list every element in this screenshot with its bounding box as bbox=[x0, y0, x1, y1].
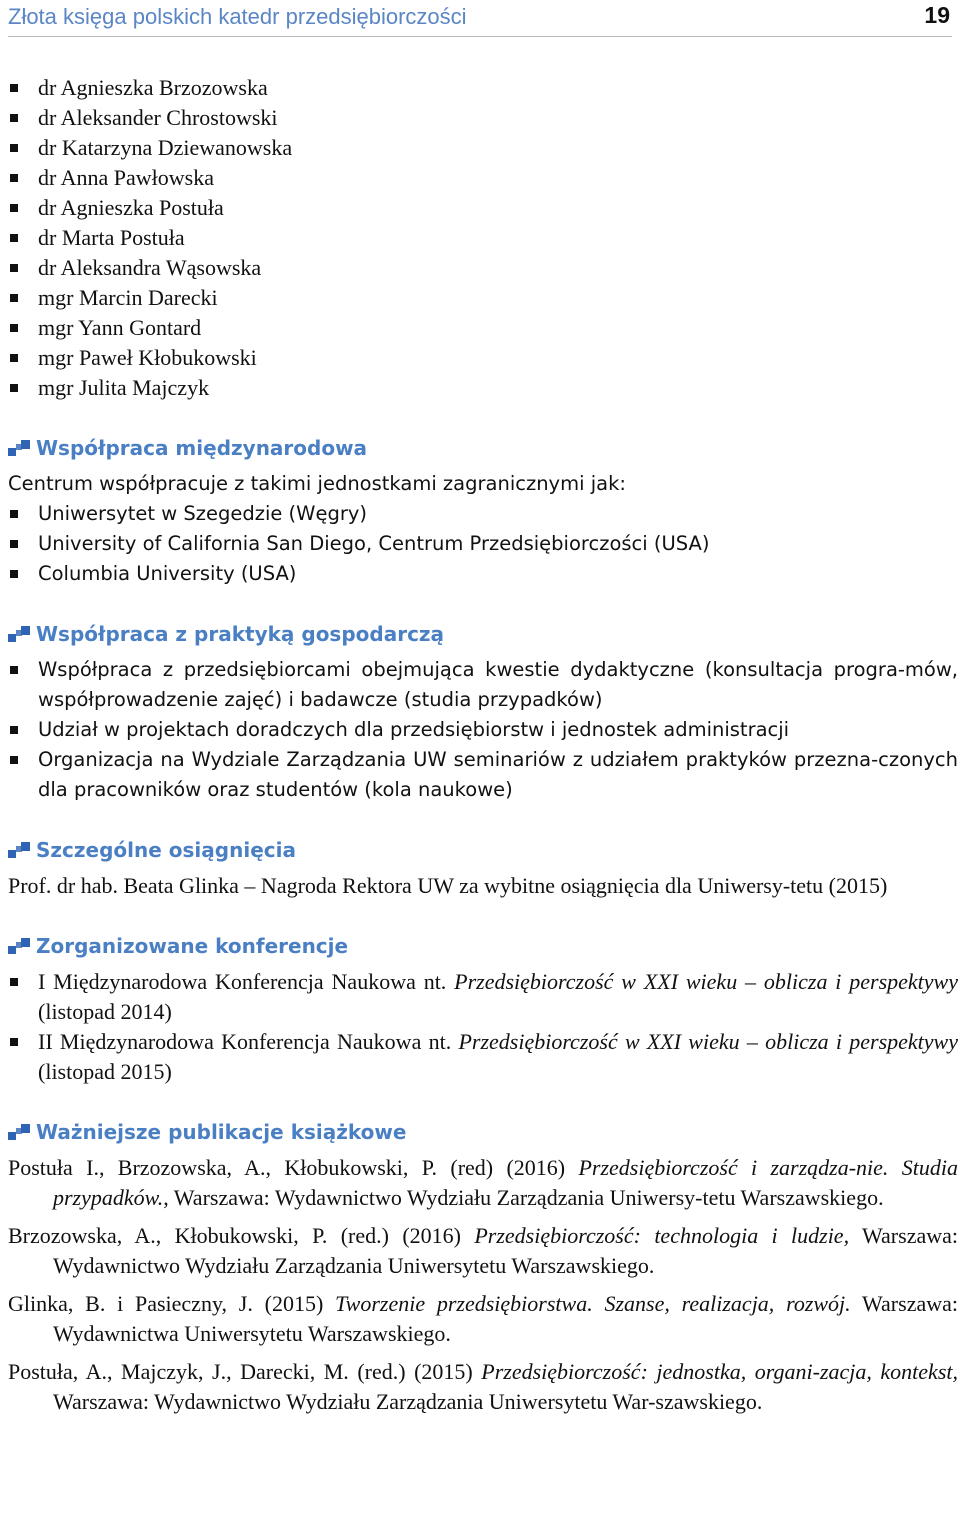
square-bullet-icon bbox=[10, 234, 18, 242]
list-item: dr Anna Pawłowska bbox=[8, 163, 958, 193]
square-bullet-icon bbox=[10, 540, 18, 548]
square-bullet-icon bbox=[10, 174, 18, 182]
publication-title: Przedsiębiorczość: technologia i ludzie, bbox=[474, 1223, 850, 1248]
publication-entry: Glinka, B. i Pasieczny, J. (2015) Tworzenie przedsiębiorstwa. Szanse, realizacja, rozwój. Warszawa: Wydawnictwa Uniwersytetu Warszawskiego. bbox=[8, 1291, 958, 1346]
list-item: mgr Marcin Darecki bbox=[8, 283, 958, 313]
section-heading-achievements: Szczególne osiągnięcia bbox=[8, 835, 958, 865]
publication-title: Tworzenie przedsiębiorstwa. Szanse, realizacja, rozwój. bbox=[335, 1291, 851, 1316]
list-item: dr Aleksandra Wąsowska bbox=[8, 253, 958, 283]
square-bullet-icon bbox=[10, 1038, 18, 1046]
publication-entry: Brzozowska, A., Kłobukowski, P. (red.) (2016) Przedsiębiorczość: technologia i ludzie, Warszawa: Wydawnictwo Wydziału Zarządzania Uniwersytetu Warszawskiego. bbox=[8, 1223, 958, 1278]
conference-title: Przedsiębiorczość w XXI wieku – oblicza i perspektywy bbox=[454, 969, 958, 994]
conference-list bbox=[8, 967, 958, 1087]
achievements-text: Prof. dr hab. Beata Glinka – Nagroda Rektora UW za wybitne osiągnięcia dla Uniwersy-tetu (2015) bbox=[8, 873, 888, 898]
square-bullet-icon bbox=[10, 84, 18, 92]
square-bullet-icon bbox=[10, 204, 18, 212]
section-blocks-icon bbox=[8, 626, 30, 642]
section-heading-conferences: Zorganizowane konferencje bbox=[8, 931, 958, 961]
section-heading-practice: Współpraca z praktyką gospodarczą bbox=[8, 619, 958, 649]
running-title: Złota księga polskich katedr przedsiębiorczości bbox=[8, 4, 467, 29]
section-heading-international: Współpraca międzynarodowa bbox=[8, 433, 958, 463]
square-bullet-icon bbox=[10, 114, 18, 122]
page-content bbox=[8, 73, 958, 1425]
list-item: Organizacja na Wydziale Zarządzania UW seminariów z udziałem praktyków przezna-czonych dla pracowników oraz studentów (kola naukowe) bbox=[8, 745, 958, 805]
practice-list bbox=[8, 655, 958, 805]
list-item: dr Agnieszka Brzozowska bbox=[8, 73, 958, 103]
list-item: Udział w projektach doradczych dla przedsiębiorstw i jednostek administracji bbox=[8, 715, 958, 745]
square-bullet-icon bbox=[10, 354, 18, 362]
list-item: I Międzynarodowa Konferencja Naukowa nt. Przedsiębiorczość w XXI wieku – oblicza i perspektywy (listopad 2014) bbox=[8, 967, 958, 1027]
list-item: Columbia University (USA) bbox=[8, 559, 958, 589]
square-bullet-icon bbox=[10, 726, 18, 734]
list-item: dr Aleksander Chrostowski bbox=[8, 103, 958, 133]
publication-title: Przedsiębiorczość: jednostka, organi-zacja, kontekst, bbox=[481, 1359, 958, 1384]
square-bullet-icon bbox=[10, 978, 18, 986]
square-bullet-icon bbox=[10, 756, 18, 764]
intl-list bbox=[8, 499, 958, 589]
list-item: dr Agnieszka Postuła bbox=[8, 193, 958, 223]
square-bullet-icon bbox=[10, 294, 18, 302]
page-header bbox=[8, 0, 952, 37]
list-item: mgr Yann Gontard bbox=[8, 313, 958, 343]
section-blocks-icon bbox=[8, 440, 30, 456]
section-heading-publications: Ważniejsze publikacje książkowe bbox=[8, 1117, 958, 1147]
list-item: University of California San Diego, Centrum Przedsiębiorczości (USA) bbox=[8, 529, 958, 559]
square-bullet-icon bbox=[10, 264, 18, 272]
section-blocks-icon bbox=[8, 1124, 30, 1140]
list-item: Współpraca z przedsiębiorcami obejmująca kwestie dydaktyczne (konsultacja progra-mów, współprowadzenie zajęć) i badawcze (studia przypadków) bbox=[8, 655, 958, 715]
square-bullet-icon bbox=[10, 324, 18, 332]
publication-title: Przedsiębiorczość i zarządza-nie. Studia przypadków. bbox=[53, 1155, 958, 1210]
list-item: dr Katarzyna Dziewanowska bbox=[8, 133, 958, 163]
publication-list bbox=[8, 1153, 958, 1417]
list-item: mgr Paweł Kłobukowski bbox=[8, 343, 958, 373]
section-blocks-icon bbox=[8, 938, 30, 954]
square-bullet-icon bbox=[10, 666, 18, 674]
square-bullet-icon bbox=[10, 570, 18, 578]
list-item: II Międzynarodowa Konferencja Naukowa nt. Przedsiębiorczość w XXI wieku – oblicza i perspektywy (listopad 2015) bbox=[8, 1027, 958, 1087]
square-bullet-icon bbox=[10, 144, 18, 152]
list-item: mgr Julita Majczyk bbox=[8, 373, 958, 403]
list-item: Uniwersytet w Szegedzie (Węgry) bbox=[8, 499, 958, 529]
square-bullet-icon bbox=[10, 384, 18, 392]
page-number: 19 bbox=[924, 2, 950, 28]
publication-entry: Postuła, A., Majczyk, J., Darecki, M. (red.) (2015) Przedsiębiorczość: jednostka, organi-zacja, kontekst, Warszawa: Wydawnictwo Wydziału Zarządzania Uniwersytetu War-szawskiego. bbox=[8, 1359, 958, 1414]
publication-entry: Postuła I., Brzozowska, A., Kłobukowski, P. (red) (2016) Przedsiębiorczość i zarządza-nie. Studia przypadków., Warszawa: Wydawnictwo Wydziału Zarządzania Uniwersy-tetu Warszawskiego. bbox=[8, 1155, 958, 1210]
intl-intro: Centrum współpracuje z takimi jednostkami zagranicznymi jak: bbox=[8, 472, 626, 495]
staff-list bbox=[8, 73, 958, 403]
square-bullet-icon bbox=[10, 510, 18, 518]
list-item: dr Marta Postuła bbox=[8, 223, 958, 253]
conference-title: Przedsiębiorczość w XXI wieku – oblicza i perspektywy bbox=[458, 1029, 958, 1054]
section-blocks-icon bbox=[8, 842, 30, 858]
